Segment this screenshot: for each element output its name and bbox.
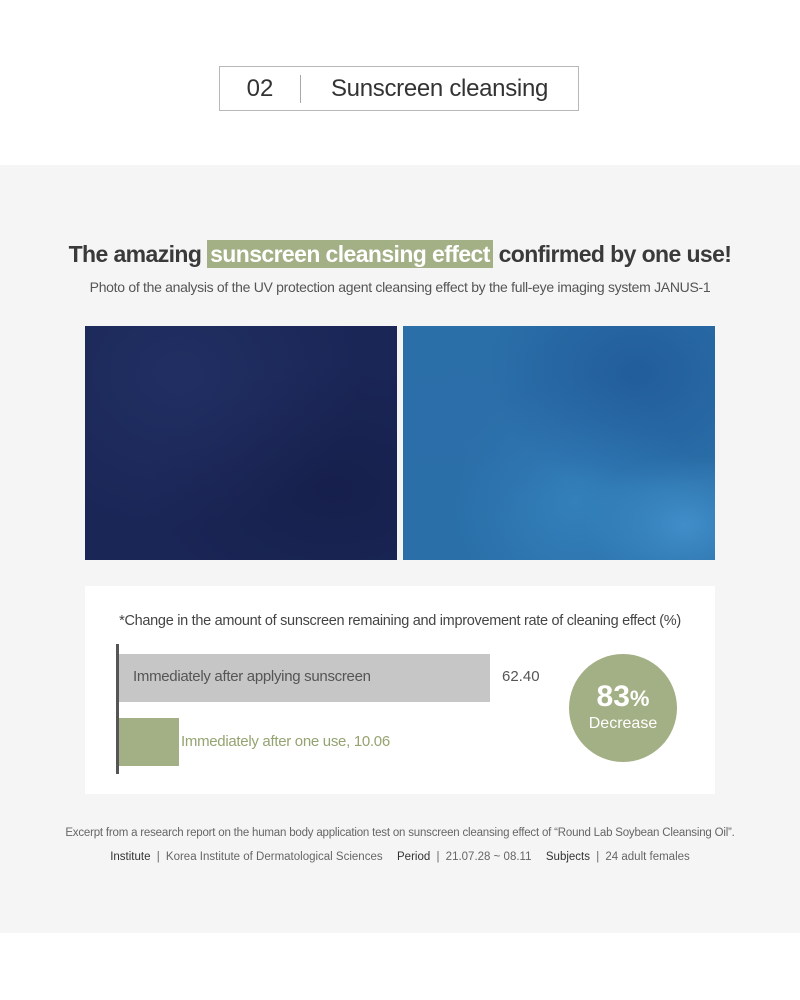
decrease-badge (569, 654, 677, 762)
decrease-percent: 83% (596, 680, 650, 713)
subjects-value: 24 adult females (605, 851, 690, 863)
study-meta: Institute | Korea Institute of Dermatological Sciences Period | 21.07.28 ~ 08.11 Subjects | 24 adult females (110, 851, 690, 863)
institute-value: Korea Institute of Dermatological Sciences (165, 851, 383, 863)
subheadline: Photo of the analysis of the UV protection agent cleansing effect by the full-eye imaging system JANUS-1 (89, 279, 711, 295)
decrease-label: Decrease (588, 715, 658, 732)
bar-after (119, 718, 179, 766)
chart-caption: *Change in the amount of sunscreen remaining and improvement rate of cleaning effect (%) (119, 613, 681, 629)
photo-before-cleansing (85, 326, 397, 560)
bar-value-after: 10.06 (353, 733, 390, 750)
headline (0, 241, 800, 268)
section-title: Sunscreen cleansing (330, 74, 549, 102)
section-header (219, 66, 579, 111)
bar-label-after-text: Immediately after one use, (181, 733, 350, 750)
headline-after: confirmed by one use! (498, 241, 732, 267)
period-key: Period (397, 851, 431, 863)
bar-value-before: 62.40 (502, 668, 540, 685)
bar-label-after (181, 733, 390, 750)
period-value: 21.07.28 ~ 08.11 (445, 851, 532, 863)
headline-before: The amazing (68, 241, 202, 267)
footnote: Excerpt from a research report on the human body application test on sunscreen cleansing effect of “Round Lab Soybean Cleansing Oil”. (65, 827, 735, 839)
institute-key: Institute (110, 851, 151, 863)
headline-highlight: sunscreen cleansing effect (207, 240, 493, 268)
photo-after-cleansing (403, 326, 715, 560)
subjects-key: Subjects (545, 851, 590, 863)
section-number: 02 (246, 74, 274, 102)
bar-label-before: Immediately after applying sunscreen (133, 668, 371, 685)
